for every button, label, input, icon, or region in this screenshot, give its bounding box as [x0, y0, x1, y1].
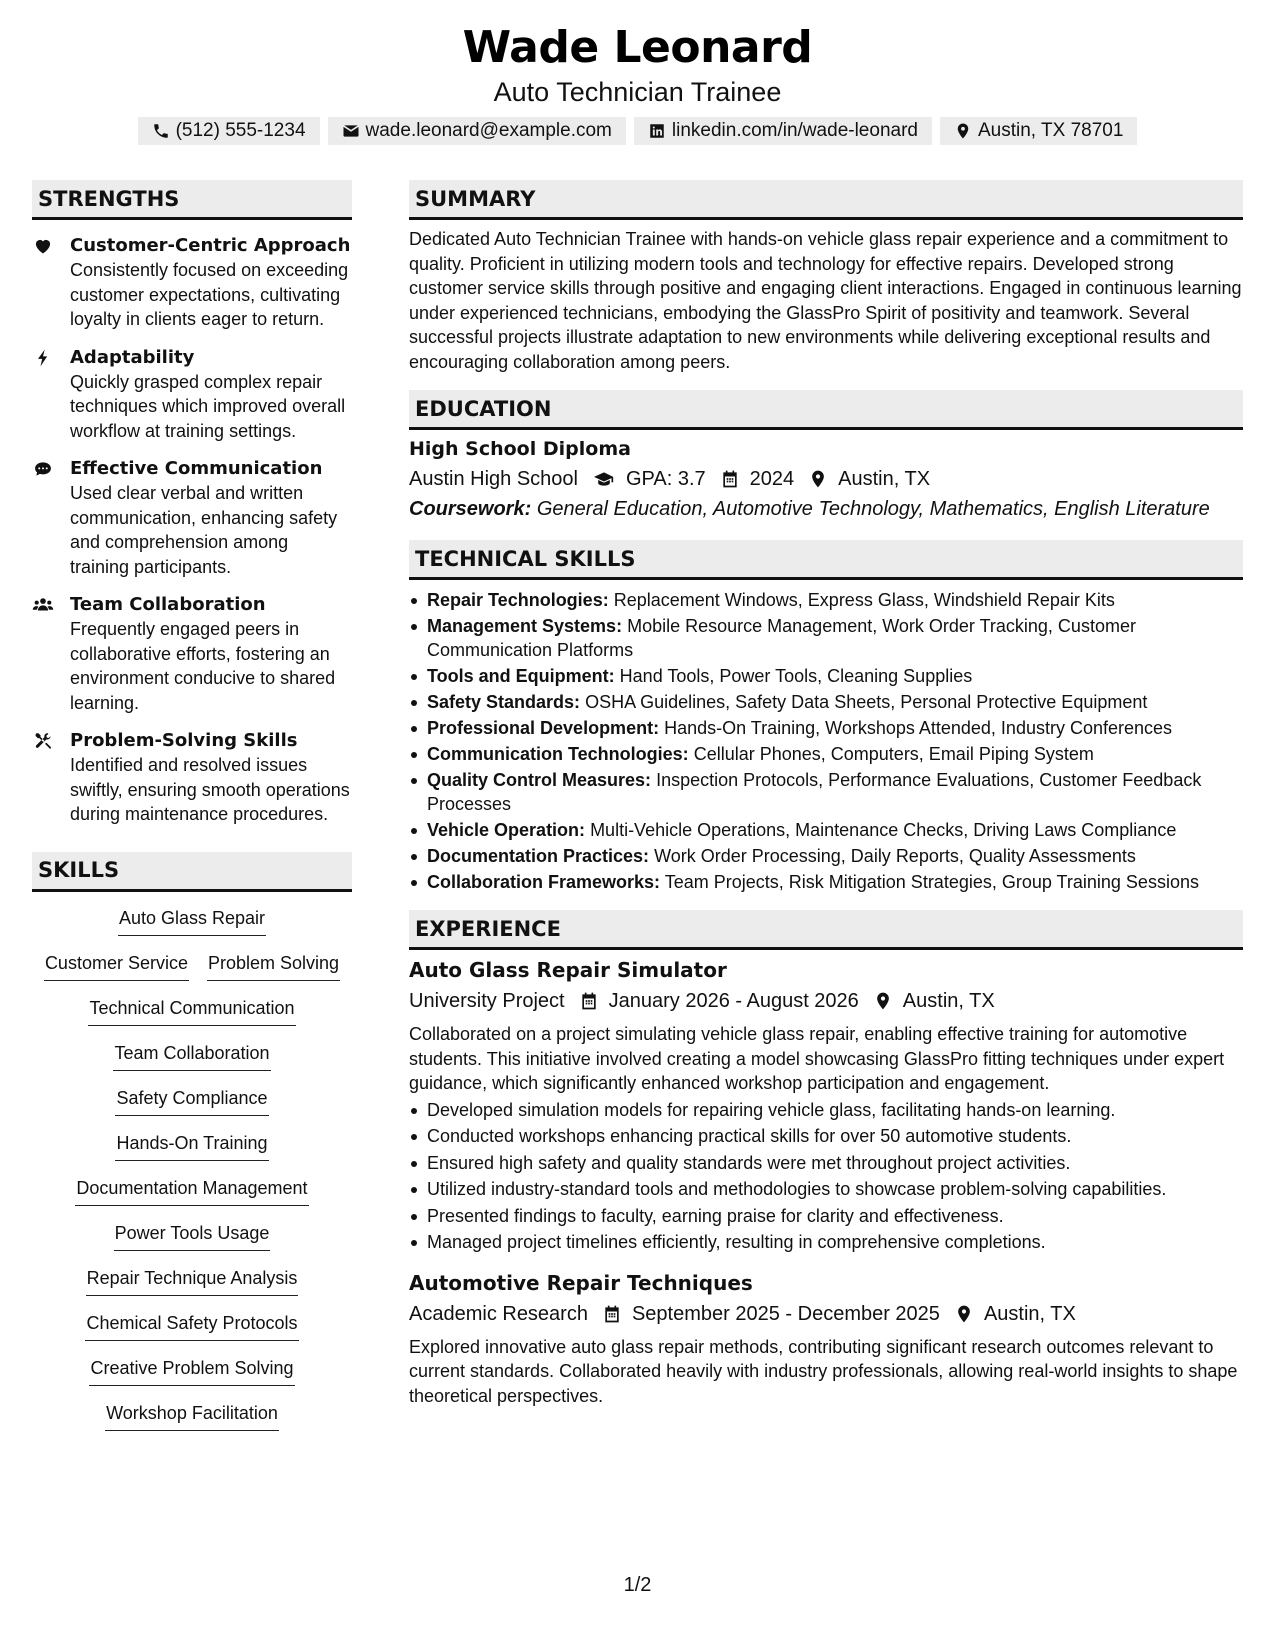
skill-category: Professional Development: — [427, 718, 660, 738]
skill-category: Vehicle Operation: — [427, 820, 586, 840]
skill-tag: Workshop Facilitation — [105, 1401, 279, 1431]
strength-desc: Consistently focused on exceeding customer expectations, cultivating loyalty in clients eager to return. — [70, 260, 349, 329]
coursework — [409, 494, 1243, 524]
job-bullets — [409, 1098, 1243, 1255]
job-dates: September 2025 - December 2025 — [631, 1302, 940, 1325]
skill-category: Management Systems: — [427, 616, 623, 636]
job-description: Collaborated on a project simulating vehicle glass repair, enabling effective training for automotive students. This initiative involved creating a model showcasing GlassPro fitting techniques under expert guidance, which significantly enhanced workshop participation and engagement. — [409, 1024, 1225, 1093]
skill-tag: Team Collaboration — [113, 1041, 270, 1071]
strength-desc: Used clear verbal and written communication, enhancing safety and comprehension among training participants. — [70, 483, 338, 577]
degree-title: High School Diploma — [409, 438, 631, 460]
users-icon — [32, 595, 54, 615]
skill-category: Safety Standards: — [427, 692, 581, 712]
education-heading: EDUCATION — [409, 390, 1243, 430]
list-item: Utilized industry-standard tools and methodologies to showcase problem-solving capabilities. — [409, 1177, 1243, 1202]
strength-title: Effective Communication — [70, 458, 323, 479]
strength-title: Team Collaboration — [70, 594, 266, 615]
skill-category: Quality Control Measures: — [427, 770, 652, 790]
job-org: Academic Research — [409, 1302, 588, 1325]
strength-title: Customer-Centric Approach — [70, 235, 351, 256]
skills-list — [32, 906, 352, 1446]
skills-heading: SKILLS — [32, 852, 352, 892]
experience-entry — [409, 956, 1243, 1255]
experience-section — [409, 910, 1243, 1408]
skill-values: Hands-On Training, Workshops Attended, Industry Conferences — [664, 718, 1173, 738]
skill-tag: Safety Compliance — [115, 1086, 268, 1116]
skill-values: Inspection Protocols, Performance Evaluations, Customer Feedback Processes — [427, 770, 1202, 814]
job-description: Explored innovative auto glass repair methods, contributing significant research outcomes relevant to current standards. Collaborated heavily with industry professionals, allowing real-world insights to shape theoretical perspectives. — [409, 1336, 1238, 1406]
calendar-icon — [720, 469, 740, 489]
list-item — [409, 690, 1243, 714]
school-name: Austin High School — [409, 468, 578, 490]
map-pin-icon — [873, 991, 893, 1011]
list-item: Conducted workshops enhancing practical skills for over 50 automotive students. — [409, 1124, 1243, 1149]
skill-tag: Repair Technique Analysis — [86, 1266, 299, 1296]
skill-values: Hand Tools, Power Tools, Cleaning Supplies — [619, 666, 973, 686]
skill-tag: Power Tools Usage — [114, 1221, 271, 1251]
contact-bar — [0, 117, 1275, 145]
map-pin-icon — [808, 469, 828, 489]
envelope-icon — [342, 122, 360, 140]
job-title: Automotive Repair Techniques — [409, 1270, 753, 1295]
list-item: Ensured high safety and quality standards were met throughout project activities. — [409, 1151, 1243, 1176]
list-item — [409, 768, 1243, 816]
map-pin-icon — [954, 1304, 974, 1324]
job-location: Austin, TX — [902, 990, 995, 1012]
skill-category: Documentation Practices: — [427, 846, 650, 866]
contact-phone[interactable] — [138, 117, 320, 145]
education-section — [409, 390, 1243, 524]
skill-tag: Creative Problem Solving — [89, 1356, 294, 1386]
skill-values: Replacement Windows, Express Glass, Windshield Repair Kits — [613, 590, 1115, 610]
strength-item — [32, 593, 352, 715]
heart-icon — [32, 236, 54, 256]
graduation-cap-icon — [592, 469, 616, 489]
skill-values: Work Order Processing, Daily Reports, Quality Assessments — [654, 846, 1136, 866]
strength-item — [32, 346, 352, 444]
technical-skills-section — [409, 540, 1243, 894]
speech-bubble-icon — [32, 459, 54, 479]
contact-linkedin-text: linkedin.com/in/wade-leonard — [671, 120, 918, 141]
list-item — [409, 664, 1243, 688]
skill-category: Tools and Equipment: — [427, 666, 615, 686]
summary-heading: SUMMARY — [409, 180, 1243, 220]
job-org: University Project — [409, 990, 565, 1012]
technical-skills-list — [409, 588, 1243, 894]
experience-heading: EXPERIENCE — [409, 910, 1243, 950]
experience-entry — [409, 1269, 1243, 1409]
skill-tag: Documentation Management — [75, 1176, 308, 1206]
strength-title: Problem-Solving Skills — [70, 730, 298, 751]
strength-item — [32, 234, 352, 332]
strength-title: Adaptability — [70, 346, 195, 368]
skill-tag: Technical Communication — [88, 996, 295, 1026]
list-item — [409, 742, 1243, 766]
right-column — [409, 180, 1243, 1408]
contact-location — [940, 117, 1137, 145]
gpa: GPA: 3.7 — [625, 468, 706, 490]
skill-values: Mobile Resource Management, Work Order Tracking, Customer Communication Platforms — [427, 616, 1136, 660]
strength-desc: Identified and resolved issues swiftly, ensuring smooth operations during maintenance procedures. — [70, 755, 350, 824]
coursework-label: Coursework: — [409, 498, 532, 520]
contact-email[interactable] — [328, 117, 626, 145]
job-meta — [409, 1299, 1243, 1329]
tools-icon — [32, 731, 54, 751]
job-meta — [409, 986, 1243, 1016]
job-location: Austin, TX — [983, 1302, 1076, 1325]
strength-desc: Frequently engaged peers in collaborative efforts, fostering an environment conducive to shared learning. — [70, 619, 336, 713]
skill-values: Multi-Vehicle Operations, Maintenance Checks, Driving Laws Compliance — [590, 820, 1177, 840]
skill-tag: Chemical Safety Protocols — [85, 1311, 298, 1341]
skill-tag: Auto Glass Repair — [118, 906, 266, 936]
skill-tag: Hands-On Training — [115, 1131, 268, 1161]
page-number: 1/2 — [623, 1574, 652, 1596]
calendar-icon — [602, 1304, 622, 1324]
list-item: Developed simulation models for repairing vehicle glass, facilitating hands-on learning. — [409, 1098, 1243, 1123]
calendar-icon — [579, 991, 599, 1011]
candidate-name: Wade Leonard — [462, 22, 813, 73]
list-item — [409, 818, 1243, 842]
candidate-title: Auto Technician Trainee — [493, 77, 782, 107]
list-item — [409, 844, 1243, 868]
skill-tag: Problem Solving — [207, 951, 340, 981]
strength-item — [32, 729, 352, 827]
strength-desc: Quickly grasped complex repair techniques which improved overall workflow at training settings. — [70, 371, 346, 441]
strengths-heading: STRENGTHS — [32, 180, 352, 220]
contact-email-text: wade.leonard@example.com — [365, 120, 612, 141]
contact-location-text: Austin, TX 78701 — [977, 120, 1124, 141]
summary-text: Dedicated Auto Technician Trainee with hands-on vehicle glass repair experience and a commitment to quality. Proficient in utilizing modern tools and technology for effective repairs. Developed strong customer service skills through positive and engaging client interactions. Engaged in continuous learning under experienced technicians, embodying the GlassPro Spirit of positivity and teamwork. Several successful projects illustrate adaptation to new environments while delivering exceptional results and encouraging collaboration among peers. — [409, 229, 1242, 372]
list-item — [409, 614, 1243, 662]
education-location: Austin, TX — [838, 468, 931, 490]
list-item: Managed project timelines efficiently, resulting in comprehensive completions. — [409, 1230, 1243, 1255]
skill-values: OSHA Guidelines, Safety Data Sheets, Personal Protective Equipment — [585, 692, 1148, 712]
skill-tag: Customer Service — [44, 951, 189, 981]
contact-phone-text: (512) 555-1234 — [175, 120, 306, 141]
graduation-year: 2024 — [749, 468, 795, 490]
list-item: Presented findings to faculty, earning praise for clarity and effectiveness. — [409, 1204, 1243, 1229]
skill-category: Repair Technologies: — [427, 590, 609, 610]
skill-category: Collaboration Frameworks: — [427, 872, 661, 892]
skill-values: Team Projects, Risk Mitigation Strategies, Group Training Sessions — [664, 872, 1199, 892]
job-title: Auto Glass Repair Simulator — [409, 958, 727, 982]
left-column — [32, 180, 352, 1446]
strength-item — [32, 457, 352, 579]
map-pin-icon — [954, 122, 972, 140]
phone-icon — [152, 122, 170, 140]
list-item — [409, 870, 1243, 894]
bolt-icon — [32, 348, 54, 368]
list-item — [409, 588, 1243, 612]
education-meta — [409, 464, 1243, 494]
coursework-text: General Education, Automotive Technology, Mathematics, English Literature — [536, 498, 1210, 520]
job-dates: January 2026 - August 2026 — [608, 990, 859, 1012]
resume-header — [0, 22, 1275, 145]
linkedin-icon — [648, 122, 666, 140]
skill-values: Cellular Phones, Computers, Email Piping System — [693, 744, 1094, 764]
contact-linkedin[interactable] — [634, 117, 932, 145]
list-item — [409, 716, 1243, 740]
technical-skills-heading: TECHNICAL SKILLS — [409, 540, 1243, 580]
skill-category: Communication Technologies: — [427, 744, 689, 764]
